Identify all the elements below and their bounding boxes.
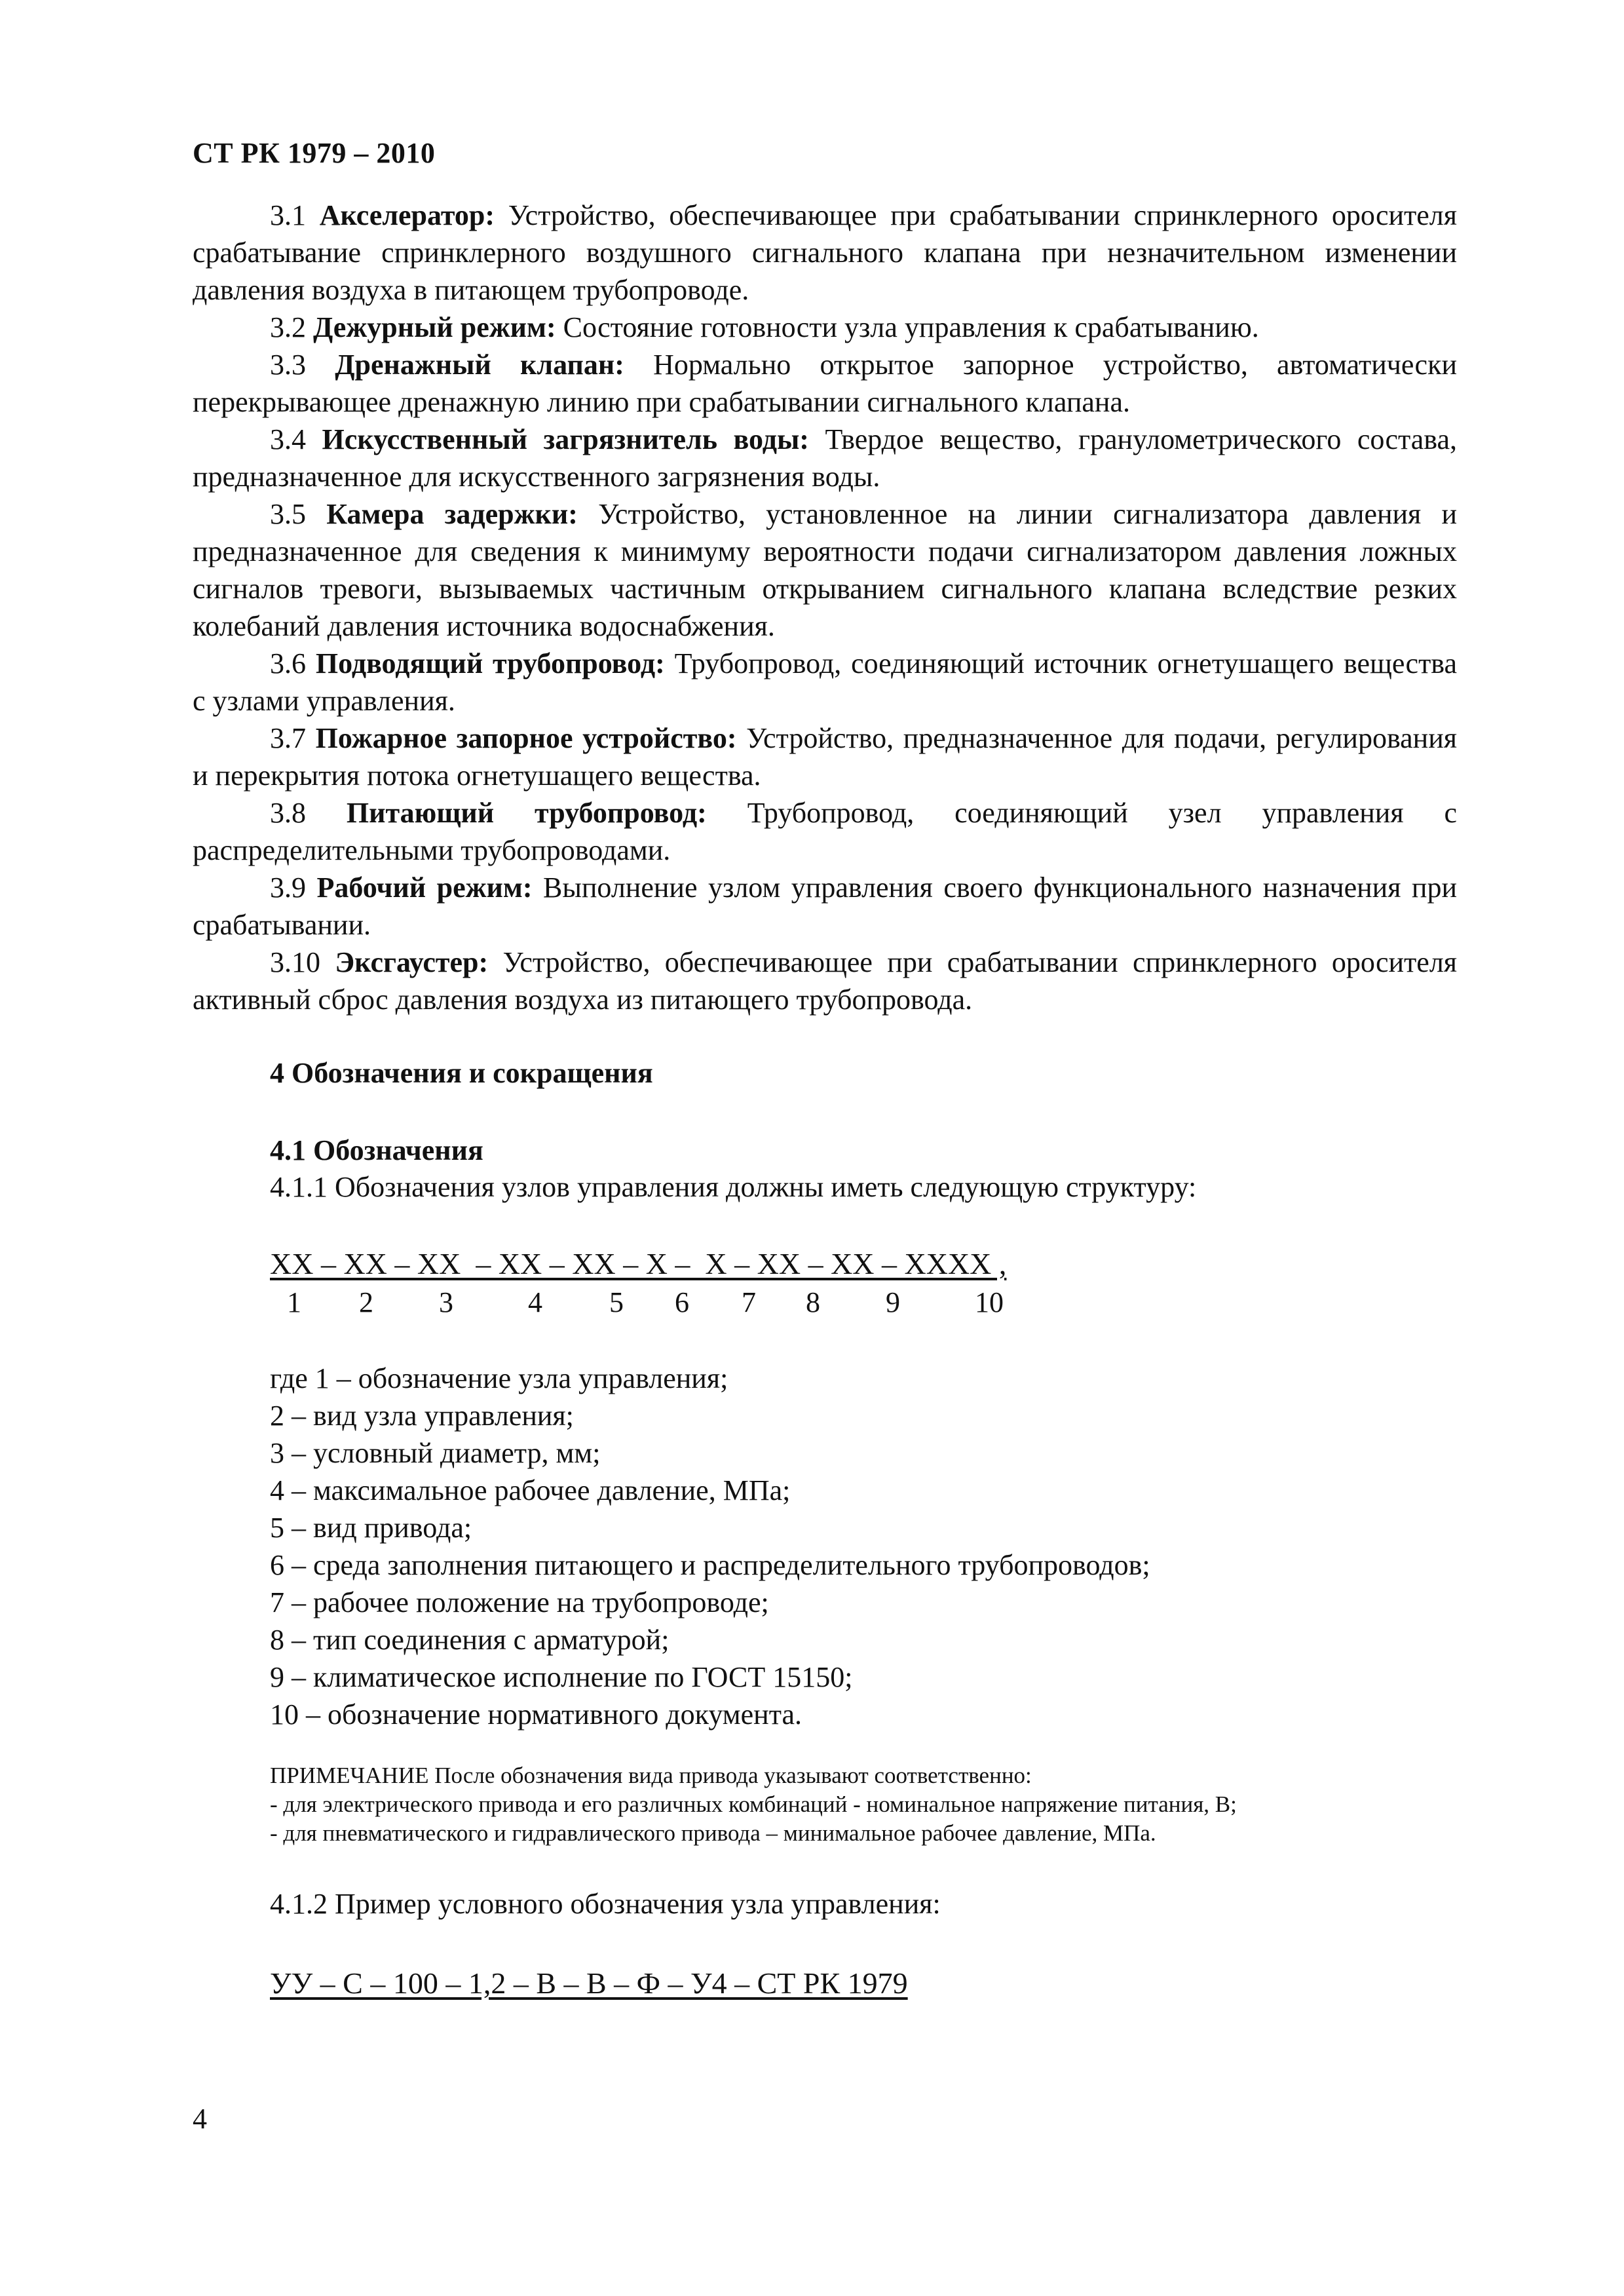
definition-number: 3.3	[270, 349, 306, 381]
note-line: ПРИМЕЧАНИЕ После обозначения вида привода указывают соответственно:	[270, 1763, 1032, 1788]
format-position-number: 2	[359, 1286, 373, 1318]
definition-item	[193, 794, 1457, 869]
definition-term: Дренажный клапан:	[335, 349, 624, 381]
document-header: СТ РК 1979 – 2010	[193, 137, 436, 169]
definition-number: 3.5	[270, 498, 306, 530]
definition-text: Состояние готовности узла управления к срабатыванию.	[563, 311, 1259, 343]
designation-example: УУ – С – 100 – 1,2 – В – В – Ф – У4 – СТ РК 1979	[270, 1966, 908, 2000]
legend-item: где 1 – обозначение узла управления;	[270, 1362, 728, 1394]
definition-number: 3.4	[270, 423, 306, 455]
format-position-number: 5	[609, 1286, 624, 1318]
note-block	[270, 1761, 1237, 1848]
legend-item: 9 – климатическое исполнение по ГОСТ 15150;	[270, 1661, 853, 1693]
definition-number: 3.8	[270, 797, 306, 829]
example-intro: 4.1.2 Пример условного обозначения узла управления:	[270, 1888, 941, 1920]
format-legend	[270, 1360, 1150, 1733]
legend-item: 7 – рабочее положение на трубопроводе;	[270, 1586, 769, 1618]
definition-text: Устройство, обеспечивающее при срабатывании спринклерного оросителя активный сброс давления воздуха из питающего трубопровода.	[193, 946, 1458, 1016]
definition-term: Подводящий трубопровод:	[315, 647, 665, 679]
definitions-list	[193, 197, 1457, 1018]
subsection-title: 4.1 Обозначения	[270, 1134, 483, 1166]
definition-text: Трубопровод, соединяющий источник огнетушащего вещества с узлами управления.	[193, 647, 1458, 717]
definition-text: Устройство, установленное на линии сигнализатора давления и предназначенное для сведения к минимуму вероятности подачи сигнализатором давления ложных сигналов тревоги, вызываемых частичным открыванием сигнального клапана вследствие резких колебаний давления источника водоснабжения.	[193, 498, 1458, 642]
definition-item	[193, 944, 1457, 1018]
definition-item	[193, 421, 1457, 495]
structure-intro: 4.1.1 Обозначения узлов управления должны иметь следующую структуру:	[270, 1171, 1197, 1203]
definition-item	[193, 495, 1457, 645]
definition-term: Дежурный режим:	[313, 311, 556, 343]
format-position-number: 3	[439, 1286, 453, 1318]
format-position-number: 4	[528, 1286, 542, 1318]
format-position-number: 10	[975, 1286, 1004, 1318]
note-line: - для электрического привода и его различных комбинаций - номинальное напряжение питания, В;	[270, 1791, 1237, 1817]
definition-term: Эксгаустер:	[335, 946, 489, 978]
definition-number: 3.9	[270, 871, 306, 904]
definition-text: Нормально открытое запорное устройство, автоматически перекрывающее дренажную линию при срабатывании сигнального клапана.	[193, 349, 1457, 418]
definition-term: Рабочий режим:	[316, 871, 533, 904]
note-line: - для пневматического и гидравлического привода – минимальное рабочее давление, МПа.	[270, 1820, 1156, 1846]
definition-number: 3.1	[270, 199, 306, 231]
legend-item: 10 – обозначение нормативного документа.	[270, 1698, 803, 1731]
definition-term: Пожарное запорное устройство:	[315, 722, 737, 754]
legend-item: 6 – среда заполнения питающего и распределительного трубопроводов;	[270, 1549, 1150, 1581]
legend-item: 8 – тип соединения с арматурой;	[270, 1624, 670, 1656]
format-position-number: 9	[886, 1286, 900, 1318]
section-title: 4 Обозначения и сокращения	[270, 1057, 653, 1089]
definition-text: Устройство, обеспечивающее при срабатывании спринклерного оросителя срабатывание спринклерного воздушного сигнального клапана при незначительном изменении давления воздуха в питающем трубопроводе.	[193, 199, 1457, 306]
definition-item	[193, 719, 1457, 794]
format-position-number: 8	[806, 1286, 820, 1318]
legend-item: 3 – условный диаметр, мм;	[270, 1437, 601, 1469]
definition-text: Твердое вещество, гранулометрического состава, предназначенное для искусственного загрязнения воды.	[193, 423, 1458, 493]
definition-term: Питающий трубопровод:	[346, 797, 707, 829]
legend-item: 5 – вид привода;	[270, 1512, 472, 1544]
format-position-number: 7	[742, 1286, 756, 1318]
definition-item	[193, 197, 1457, 309]
definition-item	[193, 869, 1457, 944]
definition-text: Выполнение узлом управления своего функционального назначения при срабатывании.	[193, 871, 1458, 941]
definition-number: 3.6	[270, 647, 306, 679]
definition-term: Камера задержки:	[326, 498, 578, 530]
definition-number: 3.10	[270, 946, 320, 978]
definition-item	[193, 309, 1457, 346]
legend-item: 4 – максимальное рабочее давление, МПа;	[270, 1474, 791, 1506]
page-number: 4	[193, 2103, 207, 2135]
definition-term: Акселератор:	[319, 199, 495, 231]
definition-text: Устройство, предназначенное для подачи, регулирования и перекрытия потока огнетушащего вещества.	[193, 722, 1458, 792]
definition-number: 3.2	[270, 311, 306, 343]
definition-item	[193, 645, 1457, 719]
definition-term: Искусственный загрязнитель воды:	[322, 423, 809, 455]
format-position-number: 1	[287, 1286, 301, 1318]
format-position-number: 6	[675, 1286, 689, 1318]
legend-item: 2 – вид узла управления;	[270, 1400, 574, 1432]
designation-format: ХХ – ХХ – ХХ – ХХ – ХХ – Х – Х – ХХ – ХХ – ХХХХ ,	[270, 1247, 1007, 1280]
definition-text: Трубопровод, соединяющий узел управления с распределительными трубопроводами.	[193, 797, 1458, 866]
definition-number: 3.7	[270, 722, 306, 754]
definition-item	[193, 346, 1457, 421]
